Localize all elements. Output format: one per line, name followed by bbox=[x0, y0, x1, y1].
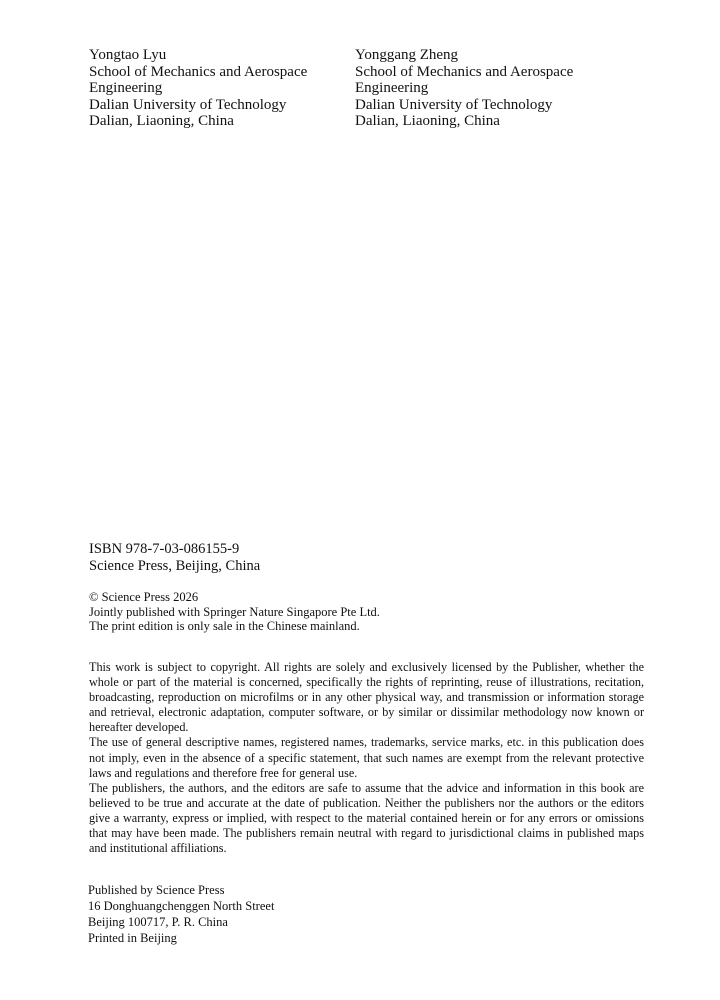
copyright-block bbox=[89, 590, 380, 634]
author-location: Dalian, Liaoning, China bbox=[355, 113, 500, 130]
author-school: School of Mechanics and Aerospace bbox=[89, 63, 308, 80]
imprint-block bbox=[88, 883, 274, 947]
author-block-lyu bbox=[89, 47, 339, 130]
author-university: Dalian University of Technology bbox=[89, 96, 287, 113]
legal-notice bbox=[89, 660, 644, 856]
print-edition-note: The print edition is only sale in the Chinese mainland. bbox=[89, 619, 360, 633]
author-location: Dalian, Liaoning, China bbox=[89, 113, 234, 130]
printed-in: Printed in Beijing bbox=[88, 930, 177, 945]
author-university: Dalian University of Technology bbox=[355, 96, 553, 113]
author-school-continued: Engineering bbox=[89, 80, 163, 97]
author-name: Yongtao Lyu bbox=[89, 47, 167, 63]
joint-publication-note: Jointly published with Springer Nature Singapore Pte Ltd. bbox=[89, 604, 380, 619]
author-name: Yonggang Zheng bbox=[355, 47, 459, 63]
published-by: Published by Science Press bbox=[88, 883, 225, 897]
disclaimer-paragraph: The publishers, the authors, and the editors are safe to assume that the advice and information in this book are believed to be true and accurate at the date of publication. Neither the publishers nor the authors or the editors give a warranty, express or implied, with respect to the material contained herein or for any errors or omissions that may have been made. The publishers remain neutral with regard to jurisdictional claims in published maps and institutional affiliations. bbox=[89, 780, 644, 856]
copyright-paragraph: This work is subject to copyright. All rights are solely and exclusively licensed by the Publisher, whether the whole or part of the material is concerned, specifically the rights of reprinting, reuse of illustrations, recitation, broadcasting, reproduction on microfilms or in any other physical way, and transmission or information storage and retrieval, electronic adaptation, computer software, or by similar or dissimilar methodology now known or hereafter developed. bbox=[89, 660, 644, 735]
author-school-continued: Engineering bbox=[355, 80, 429, 97]
author-block-zheng bbox=[355, 47, 605, 130]
isbn-block bbox=[89, 541, 260, 574]
isbn: ISBN 978-7-03-086155-9 bbox=[89, 541, 240, 557]
publisher-location: Science Press, Beijing, China bbox=[89, 557, 261, 574]
publisher-street: 16 Donghuangchenggen North Street bbox=[88, 898, 275, 913]
trademark-paragraph: The use of general descriptive names, registered names, trademarks, service marks, etc. in this publication does not imply, even in the absence of a specific statement, that such names are exempt from the relevant protective laws and regulations and therefore free for general use. bbox=[89, 735, 644, 780]
author-school: School of Mechanics and Aerospace bbox=[355, 63, 574, 80]
copyright-notice: © Science Press 2026 bbox=[89, 590, 199, 604]
publisher-city: Beijing 100717, P. R. China bbox=[88, 914, 228, 929]
